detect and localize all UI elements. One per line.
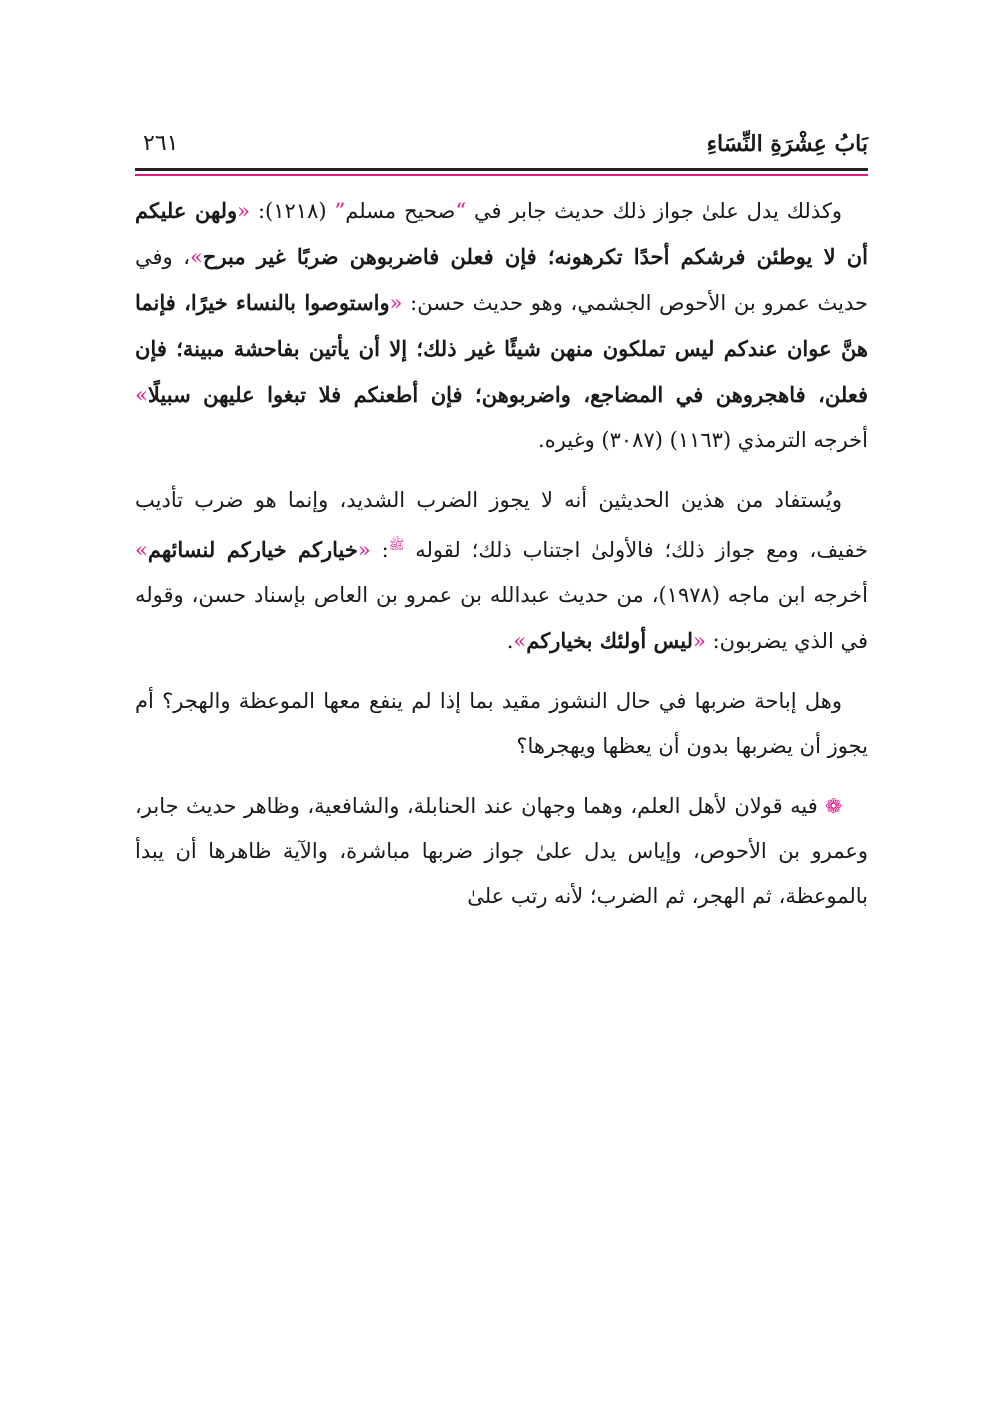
p1-text-a: وكذلك يدل علىٰ جواز ذلك حديث جابر في bbox=[466, 199, 842, 223]
source-quote-close: ” bbox=[334, 199, 346, 223]
hadith-4-text: ليس أولئك بخياركم bbox=[526, 628, 694, 653]
hadith-2-text: واستوصوا بالنساء خيرًا، فإنما هنَّ عوان عندكم ليس تملكون منهن شيئًا غير ذلك؛ إلا أن يأتين بفاحشة مبينة؛ فإن فعلن، فاهجروهن في المضاجع، واضربوهن؛ فإن أطعنكم فلا تبغوا عليهن سبيلًا bbox=[135, 290, 868, 407]
p4-text: فيه قولان لأهل العلم، وهما وجهان عند الحنابلة، والشافعية، وظاهر حديث جابر، وعمرو بن الأحوص، وإياس يدل علىٰ جواز ضربها مباشرة، والآية ظاهرها أن يبدأ بالموعظة، ثم الهجر، ثم الضرب؛ لأنه رتب علىٰ bbox=[135, 794, 868, 908]
source-quote-open: “ bbox=[455, 199, 467, 223]
flower-ornament-icon: ❁ bbox=[825, 794, 842, 818]
paragraph-3 bbox=[135, 679, 868, 769]
p1-text-e: ، وفي حديث عمرو بن الأحوص الجشمي، وهو حديث حسن: bbox=[135, 245, 868, 315]
chapter-title: بَابُ عِشْرَةِ النِّسَاءِ bbox=[706, 131, 868, 157]
p1-text-g: أخرجه الترمذي (١١٦٣) (٣٠٨٧) وغيره. bbox=[538, 428, 868, 452]
source-title: صحيح مسلم bbox=[345, 199, 456, 223]
page-header bbox=[135, 124, 868, 164]
hadith-3-close: » bbox=[135, 538, 148, 562]
hadith-3-open: « bbox=[357, 538, 371, 562]
page-body bbox=[135, 188, 868, 919]
hadith-4-open: « bbox=[693, 629, 706, 653]
book-page bbox=[135, 0, 868, 1418]
hadith-4-close: » bbox=[513, 629, 527, 653]
header-rule-black bbox=[135, 168, 868, 171]
paragraph-4 bbox=[135, 784, 868, 919]
paragraph-1 bbox=[135, 188, 868, 463]
hadith-1-text: ولهن عليكم أن لا يوطئن فرشكم أحدًا تكرهونه؛ فإن فعلن فاضربوهن ضربًا غير مبرح bbox=[135, 198, 868, 269]
hadith-2-open: « bbox=[389, 291, 403, 315]
p1-text-c: (١٢١٨): bbox=[250, 199, 335, 223]
hadith-1-open: « bbox=[237, 199, 251, 223]
salutation-icon: ﷺ bbox=[388, 538, 405, 553]
header-rule-pink bbox=[135, 174, 868, 176]
p2-text-a: ويُستفاد من هذين الحديثين أنه لا يجوز الضرب الشديد، وإنما هو ضرب تأديب خفيف، ومع جواز ذلك؛ فالأولىٰ اجتناب ذلك؛ لقوله bbox=[135, 488, 868, 562]
p3-text: وهل إباحة ضربها في حال النشوز مقيد بما إذا لم ينفع معها الموعظة والهجر؟ أم يجوز أن يضربها بدون أن يعظها ويهجرها؟ bbox=[135, 689, 868, 758]
hadith-1-close: » bbox=[190, 245, 203, 269]
p2-text-f: . bbox=[506, 629, 514, 653]
hadith-2-close: » bbox=[135, 383, 148, 407]
hadith-3-text: خياركم خياركم لنسائهم bbox=[147, 537, 358, 562]
paragraph-2 bbox=[135, 478, 868, 664]
p2-text-d: أخرجه ابن ماجه (١٩٧٨)، من حديث عبدالله بن عمرو بن العاص بإسناد حسن، وقوله في الذي يضربون: bbox=[135, 583, 868, 653]
p2-text-b: : bbox=[370, 538, 389, 562]
page-number: ٢٦١ bbox=[143, 131, 179, 156]
